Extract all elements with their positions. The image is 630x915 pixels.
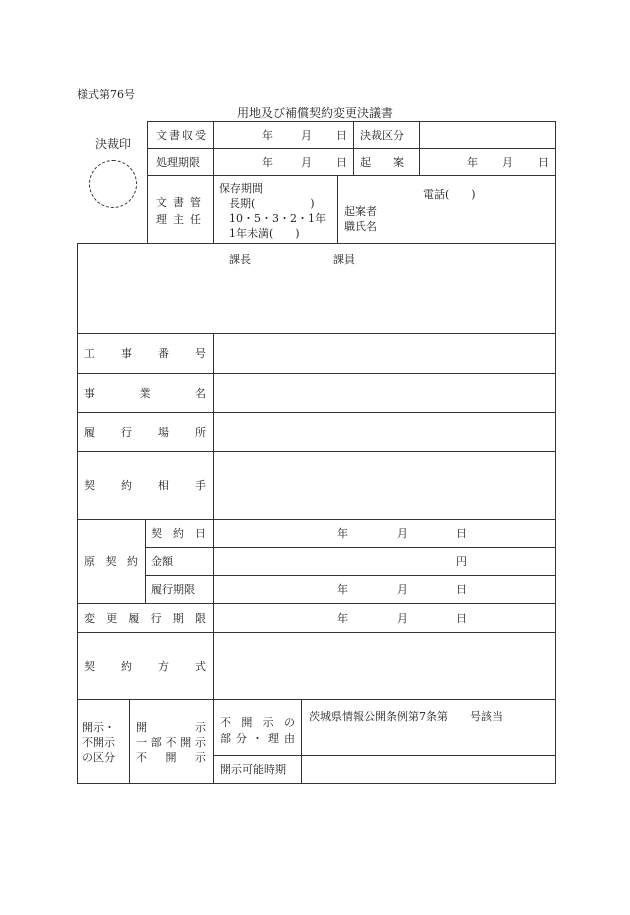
disclosure-class-label-2: 不開示 [82,736,115,749]
deadline-date: 年 月 日 [262,155,347,169]
original-contract-label: 原 契 約 [84,555,138,568]
disclosure-class-label: 開示・ [82,721,115,734]
retention-long-term[interactable]: 長期( ) [229,197,315,210]
nondisclosure-reason-label-2: 部 分 ・ 理 由 [220,732,295,745]
amount-value[interactable]: 円 [456,555,467,568]
ordinance-text: 茨城県情報公開条例第7条第 号該当 [309,710,503,723]
decision-class-label: 決裁区分 [360,128,404,142]
form-title: 用地及び補償契約変更決議書 [236,106,393,120]
location-label: 履 行 場 所 [84,425,206,439]
retention-title: 保存期間 [219,182,263,195]
contract-date: 年 月 日 [337,527,467,540]
disclosure-class-label-3: の区分 [82,751,115,764]
received-label: 文 書 収 受 [156,128,206,142]
construction-number-label: 工 事 番 号 [84,347,206,360]
location-value[interactable] [214,413,554,450]
phone-label: 電話( ) [423,188,476,201]
form-number: 様式第76号 [77,88,135,101]
project-name-value[interactable] [214,374,554,411]
original-deadline-label: 履行期限 [151,583,195,596]
drafter-name-label: 職氏名 [344,220,377,233]
option-nondisclose[interactable]: 不 開 示 [136,751,206,764]
retention-options[interactable]: 10・5・3・2・1年 [229,212,326,225]
received-date: 年 月 日 [262,128,347,142]
changed-deadline-label: 変 更 履 行 期 限 [84,611,206,625]
counterparty-value[interactable] [214,452,554,518]
nondisclosure-reason-label: 不 開 示 の [220,716,295,729]
construction-number-value[interactable] [214,334,554,372]
retention-under-one-year[interactable]: 1年未満( ) [229,227,300,240]
drafted-label: 起 案 [360,155,404,169]
project-name-label: 事 業 名 [84,386,206,400]
available-date-value[interactable] [302,756,554,782]
staff-label: 課員 [333,253,355,266]
approval-seal-circle [89,160,137,208]
amount-label: 金額 [151,555,173,568]
deadline-label: 処理期限 [156,155,200,169]
original-deadline-date: 年 月 日 [337,583,467,596]
doc-manager-label: 文書管 [156,196,207,209]
available-date-label: 開示可能時期 [220,763,286,776]
drafted-date: 年 月 日 [467,155,549,169]
section-chief-label: 課長 [229,253,251,266]
contract-date-label: 契 約 日 [151,527,206,540]
changed-deadline-date: 年 月 日 [337,611,467,625]
contract-method-label: 契 約 方 式 [84,659,206,673]
option-disclose[interactable]: 開 示 [136,721,206,734]
drafter-label: 起案者 [344,205,377,218]
decision-class-value[interactable] [420,122,554,147]
doc-manager-label-2: 理主任 [156,213,207,226]
counterparty-label: 契 約 相 手 [84,479,206,492]
option-partial-nondisclose[interactable]: 一 部 不 開 示 [136,736,206,749]
contract-method-value[interactable] [214,633,554,698]
approval-seal-label: 決裁印 [95,137,132,151]
